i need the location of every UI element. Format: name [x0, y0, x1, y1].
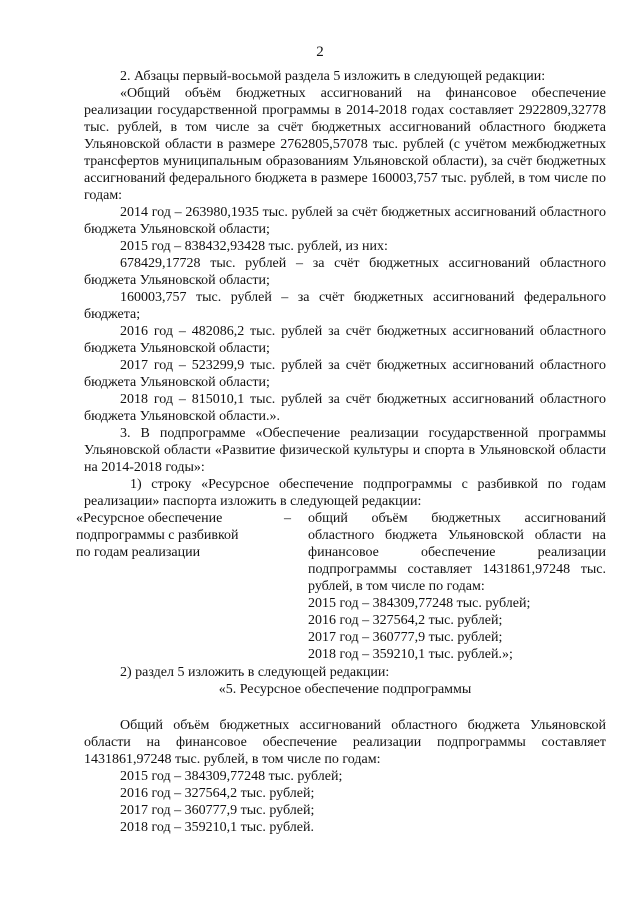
page-number: 2 — [316, 44, 324, 60]
passport-table-row — [76, 510, 606, 664]
paragraph: Общий объём бюджетных ассигнований областного бюджета Ульяновской области на финансовое обеспечение реализации подпрограммы составляет 1431861,97248 тыс. рублей, в том числе по годам: — [84, 718, 606, 767]
year-line: 2017 год – 360777,9 тыс. рублей; — [120, 803, 315, 818]
paragraph: 2. Абзацы первый-восьмой раздела 5 изложить в следующей редакции: — [120, 69, 546, 84]
row-label — [76, 510, 276, 561]
paragraph: 2017 год – 523299,9 тыс. рублей за счёт бюджетных ассигнований областного бюджета Ульяновской области; — [84, 358, 606, 390]
year-line: 2016 год – 327564,2 тыс. рублей; — [308, 613, 503, 628]
row-value-text: общий объём бюджетных ассигнований областного бюджета Ульяновской области на финансовое обеспечение реализации подпрограммы составляет 1431861,97248 тыс. рублей, в том числе по годам: — [308, 511, 606, 594]
row-label-line: по годам реализации — [76, 545, 201, 560]
year-line: 2018 год – 359210,1 тыс. рублей.»; — [308, 647, 513, 662]
year-line: 2015 год – 384309,77248 тыс. рублей; — [308, 596, 531, 611]
row-label-line: подпрограммы с разбивкой — [76, 528, 239, 543]
year-line: 2016 год – 327564,2 тыс. рублей; — [120, 786, 315, 801]
document-body — [76, 68, 606, 836]
paragraph: 2014 год – 263980,1935 тыс. рублей за счёт бюджетных ассигнований областного бюджета Ульяновской области; — [84, 205, 606, 237]
row-dash: – — [284, 511, 291, 526]
paragraph: 2015 год – 838432,93428 тыс. рублей, из них: — [120, 239, 388, 254]
paragraph: 2) раздел 5 изложить в следующей редакции: — [120, 665, 390, 680]
year-line: 2017 год – 360777,9 тыс. рублей; — [308, 630, 503, 645]
paragraph: 2016 год – 482086,2 тыс. рублей за счёт бюджетных ассигнований областного бюджета Ульяновской области; — [84, 324, 606, 356]
paragraph: «Общий объём бюджетных ассигнований на финансовое обеспечение реализации государственной программы в 2014-2018 годах составляет 2922809,32778 тыс. рублей, в том числе за счёт бюджетных ассигнований областного бюджета Ульяновской области в размере 2762805,57078 тыс. рублей (с учётом межбюджетных трансфертов муниципальным образованиям Ульяновской области), за счёт бюджетных ассигнований федерального бюджета в размере 160003,757 тыс. рублей, в том числе по годам: — [84, 86, 606, 203]
paragraph: 1) строку «Ресурсное обеспечение подпрограммы с разбивкой по годам реализации» паспорта изложить в следующей редакции: — [84, 477, 606, 509]
paragraph: 160003,757 тыс. рублей – за счёт бюджетных ассигнований федерального бюджета; — [84, 290, 606, 322]
spacer — [84, 698, 606, 717]
paragraph: 3. В подпрограмме «Обеспечение реализации государственной программы Ульяновской области «Развитие физической культуры и спорта в Ульяновской области на 2014-2018 годы»: — [84, 426, 606, 475]
paragraph: 678429,17728 тыс. рублей – за счёт бюджетных ассигнований областного бюджета Ульяновской области; — [84, 256, 606, 288]
row-label-line: «Ресурсное обеспечение — [76, 511, 223, 526]
row-value — [308, 510, 606, 663]
year-line: 2018 год – 359210,1 тыс. рублей. — [120, 820, 314, 835]
year-line: 2015 год – 384309,77248 тыс. рублей; — [120, 769, 343, 784]
paragraph: 2018 год – 815010,1 тыс. рублей за счёт бюджетных ассигнований областного бюджета Ульяновской области.». — [84, 392, 606, 424]
section-title: «5. Ресурсное обеспечение подпрограммы — [218, 682, 472, 697]
